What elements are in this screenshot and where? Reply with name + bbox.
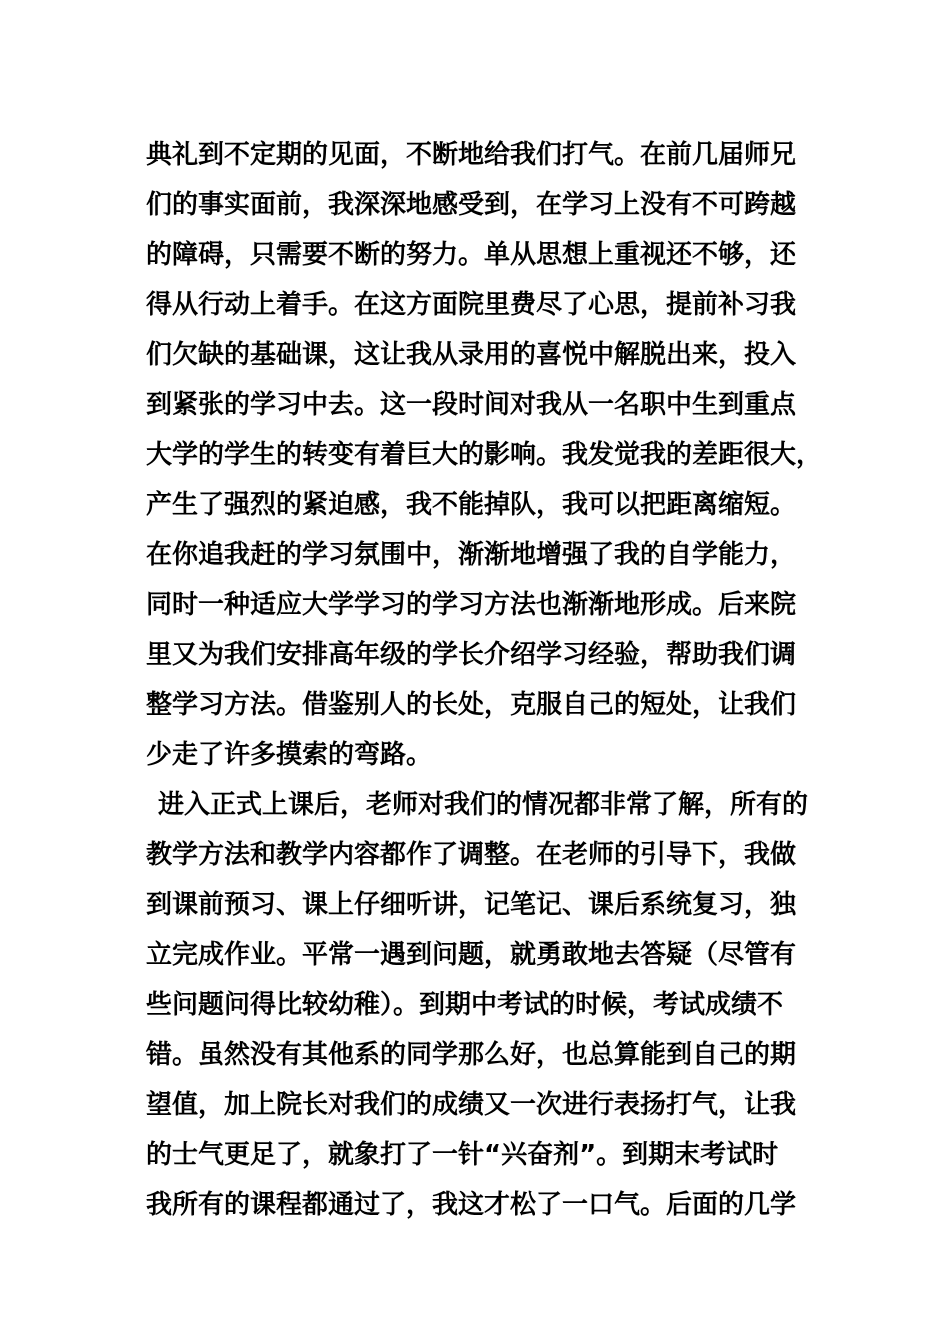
text-line: 典礼到不定期的见面，不断地给我们打气。在前几届师兄 [146,140,797,170]
text-line: 产生了强烈的紧迫感，我不能掉队，我可以把距离缩短。 [146,490,797,520]
text-line: 在你追我赶的学习氛围中，渐渐地增强了我的自学能力， [146,540,797,570]
text-line: 少走了许多摸索的弯路。 [146,740,433,770]
text-line: 们欠缺的基础课，这让我从录用的喜悦中解脱出来，投入 [146,340,797,370]
text-line: 大学的学生的转变有着巨大的影响。我发觉我的差距很大， [146,440,823,470]
text-line: 立完成作业。平常一遇到问题，就勇敢地去答疑（尽管有 [146,940,797,970]
text-line: 我所有的课程都通过了，我这才松了一口气。后面的几学 [146,1190,797,1220]
text-line: 些问题问得比较幼稚）。到期中考试的时候，考试成绩不 [146,990,784,1020]
paragraph-start-line: 进入正式上课后，老师对我们的情况都非常了解，所有的 [158,790,809,820]
text-line: 同时一种适应大学学习的学习方法也渐渐地形成。后来院 [146,590,797,620]
text-line: 整学习方法。借鉴别人的长处，克服自己的短处，让我们 [146,690,797,720]
text-line: 里又为我们安排高年级的学长介绍学习经验，帮助我们调 [146,640,797,670]
body-text [146,130,826,1230]
text-line: 的士气更足了，就象打了一针“兴奋剂”。到期末考试时 [146,1140,779,1170]
text-line: 错。虽然没有其他系的同学那么好，也总算能到自己的期 [146,1040,797,1070]
text-line: 们的事实面前，我深深地感受到，在学习上没有不可跨越 [146,190,797,220]
text-line: 望值，加上院长对我们的成绩又一次进行表扬打气，让我 [146,1090,797,1120]
text-line: 教学方法和教学内容都作了调整。在老师的引导下，我做 [146,840,797,870]
text-line: 得从行动上着手。在这方面院里费尽了心思，提前补习我 [146,290,797,320]
text-line: 到课前预习、课上仔细听讲，记笔记、课后系统复习，独 [146,890,797,920]
text-line: 的障碍，只需要不断的努力。单从思想上重视还不够，还 [146,240,797,270]
text-line: 到紧张的学习中去。这一段时间对我从一名职中生到重点 [146,390,797,420]
